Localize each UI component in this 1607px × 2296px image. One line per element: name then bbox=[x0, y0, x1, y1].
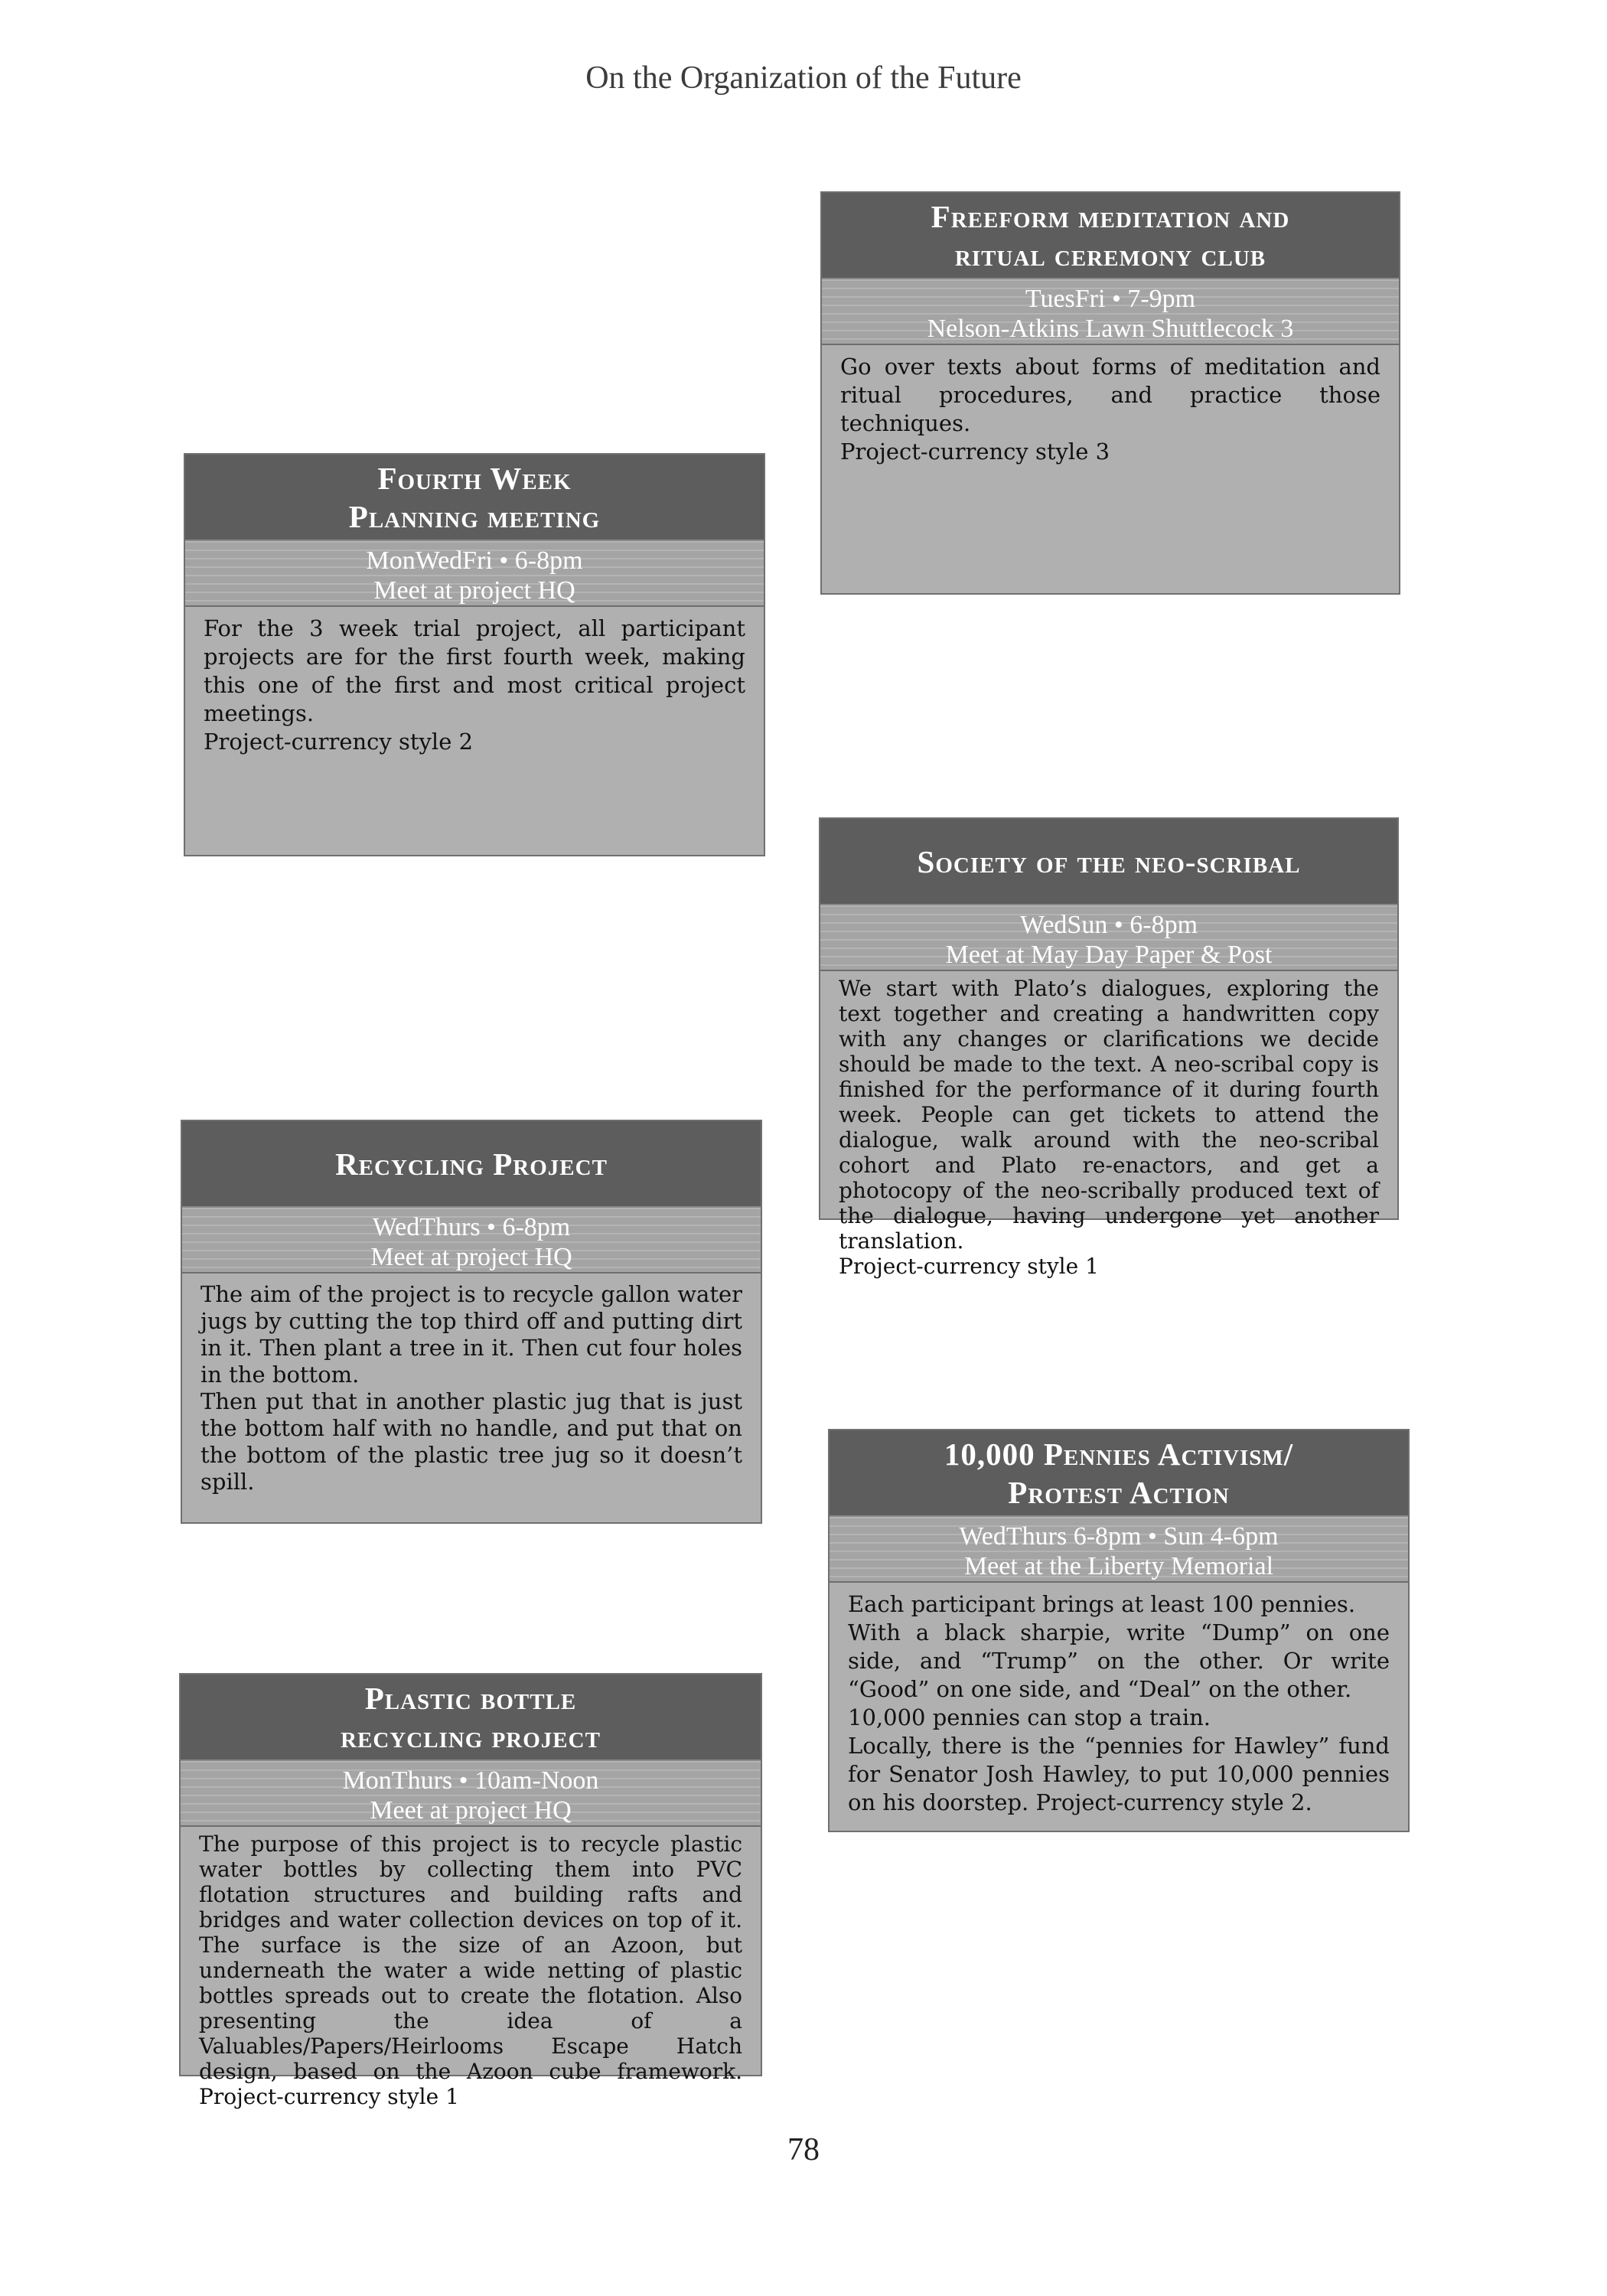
card-title bbox=[185, 455, 764, 540]
card-title-line: Fourth Week bbox=[377, 460, 572, 496]
card-schedule bbox=[182, 1206, 761, 1274]
card-description bbox=[185, 607, 764, 764]
project-card-recycling bbox=[181, 1120, 762, 1524]
page-number: 78 bbox=[787, 2132, 820, 2167]
project-card-neo-scribal bbox=[819, 817, 1399, 1279]
card-paragraph: Locally, there is the “pennies for Hawley” fund for Senator Josh Hawley, to put 10,000 pennies on his doorstep. Project-currency style 2. bbox=[848, 1733, 1390, 1815]
card-schedule bbox=[822, 278, 1399, 345]
project-card-fourth-week bbox=[184, 453, 765, 856]
card-title-line: ritual ceremony club bbox=[954, 236, 1266, 272]
card-title bbox=[182, 1121, 761, 1206]
card-days-time: WedThurs • 6-8pm bbox=[372, 1213, 571, 1241]
card-location: Meet at project HQ bbox=[370, 1243, 572, 1271]
card-paragraph: The purpose of this project is to recycle plastic water bottles by collecting them into PVC flotation structures and building rafts and bridges and water collection devices on top of it. The surface is the size of an Azoon, but underneath the water a wide netting of plastic bottles spreads out to create the flotation. Also presenting the idea of a Valuables/Papers/Heirlooms Escape Hatch design, based on the Azoon cube framework. Project-currency style 1 bbox=[199, 1831, 742, 2109]
card-location: Meet at May Day Paper & Post bbox=[945, 941, 1273, 969]
running-head: On the Organization of the Future bbox=[585, 60, 1022, 96]
card-schedule bbox=[830, 1515, 1408, 1583]
card-paragraph: With a black sharpie, write “Dump” on one side, and “Trump” on the other. Or write “Good” on one side, and “Deal” on the other. bbox=[848, 1619, 1390, 1702]
card-title bbox=[830, 1430, 1408, 1515]
card-paragraph: We start with Plato’s dialogues, exploring the text together and creating a handwritten copy with any changes or clarifications we decide should be made to the text. A neo-scribal copy is finished for the performance of it during fourth week. People can get tickets to attend the dialogue, walk around with the neo-scribal cohort and Plato re-enactors, and get a photocopy of the neo-scribally produced text of the dialogue, having undergone yet another translation. bbox=[839, 976, 1379, 1254]
card-paragraph: The aim of the project is to recycle gallon water jugs by cutting the top third off and putting dirt in it. Then plant a tree in it. Then cut four holes in the bottom. bbox=[200, 1281, 742, 1388]
card-paragraph: For the 3 week trial project, all participant projects are for the first fourth week, making this one of the first and most critical project meetings. bbox=[204, 615, 745, 726]
card-paragraph: 10,000 pennies can stop a train. bbox=[848, 1704, 1211, 1730]
card-description bbox=[822, 345, 1399, 474]
card-description bbox=[181, 1827, 761, 2117]
card-days-time: WedSun • 6-8pm bbox=[1019, 911, 1198, 939]
project-card-plastic-bottle bbox=[179, 1673, 762, 2109]
card-days-time: MonWedFri • 6-8pm bbox=[366, 546, 583, 575]
card-title-line: Freeform meditation and bbox=[931, 198, 1290, 234]
card-title-line: Protest Action bbox=[1008, 1474, 1230, 1510]
card-description bbox=[830, 1583, 1408, 1825]
card-description bbox=[820, 971, 1397, 1287]
card-schedule bbox=[181, 1760, 761, 1827]
card-location: Nelson-Atkins Lawn Shuttlecock 3 bbox=[927, 315, 1294, 343]
card-location: Meet at project HQ bbox=[373, 576, 575, 605]
card-schedule bbox=[185, 540, 764, 607]
card-title-line: 10,000 Pennies Activism/ bbox=[944, 1436, 1294, 1472]
card-location: Meet at project HQ bbox=[370, 1796, 572, 1825]
card-title-line: Plastic bottle bbox=[364, 1680, 577, 1716]
card-days-time: TuesFri • 7-9pm bbox=[1025, 285, 1196, 313]
card-title-line: Planning meeting bbox=[348, 498, 601, 534]
card-title-line: Society of the neo-scribal bbox=[917, 843, 1301, 879]
card-title bbox=[181, 1675, 761, 1760]
card-title bbox=[822, 193, 1399, 278]
card-location: Meet at the Liberty Memorial bbox=[963, 1552, 1274, 1580]
card-paragraph: Go over texts about forms of meditation and ritual procedures, and practice those techniques. bbox=[840, 354, 1380, 436]
card-schedule bbox=[820, 904, 1397, 971]
card-paragraph: Project-currency style 3 bbox=[840, 439, 1110, 465]
card-description bbox=[182, 1274, 761, 1503]
card-paragraph: Then put that in another plastic jug that is just the bottom half with no handle, and put that on the bottom of the plastic tree jug so it doesn’t spill. bbox=[200, 1388, 742, 1495]
project-card-freeform-meditation bbox=[820, 191, 1400, 595]
card-paragraph: Each participant brings at least 100 pennies. bbox=[848, 1591, 1356, 1617]
card-paragraph: Project-currency style 1 bbox=[839, 1254, 1099, 1279]
card-title-line: recycling project bbox=[341, 1718, 601, 1754]
card-title-line: Recycling Project bbox=[335, 1146, 608, 1182]
card-title bbox=[820, 819, 1397, 904]
card-days-time: WedThurs 6-8pm • Sun 4-6pm bbox=[959, 1522, 1279, 1551]
project-card-pennies-activism bbox=[828, 1429, 1410, 1832]
card-paragraph: Project-currency style 2 bbox=[204, 729, 474, 755]
card-days-time: MonThurs • 10am-Noon bbox=[342, 1766, 599, 1795]
